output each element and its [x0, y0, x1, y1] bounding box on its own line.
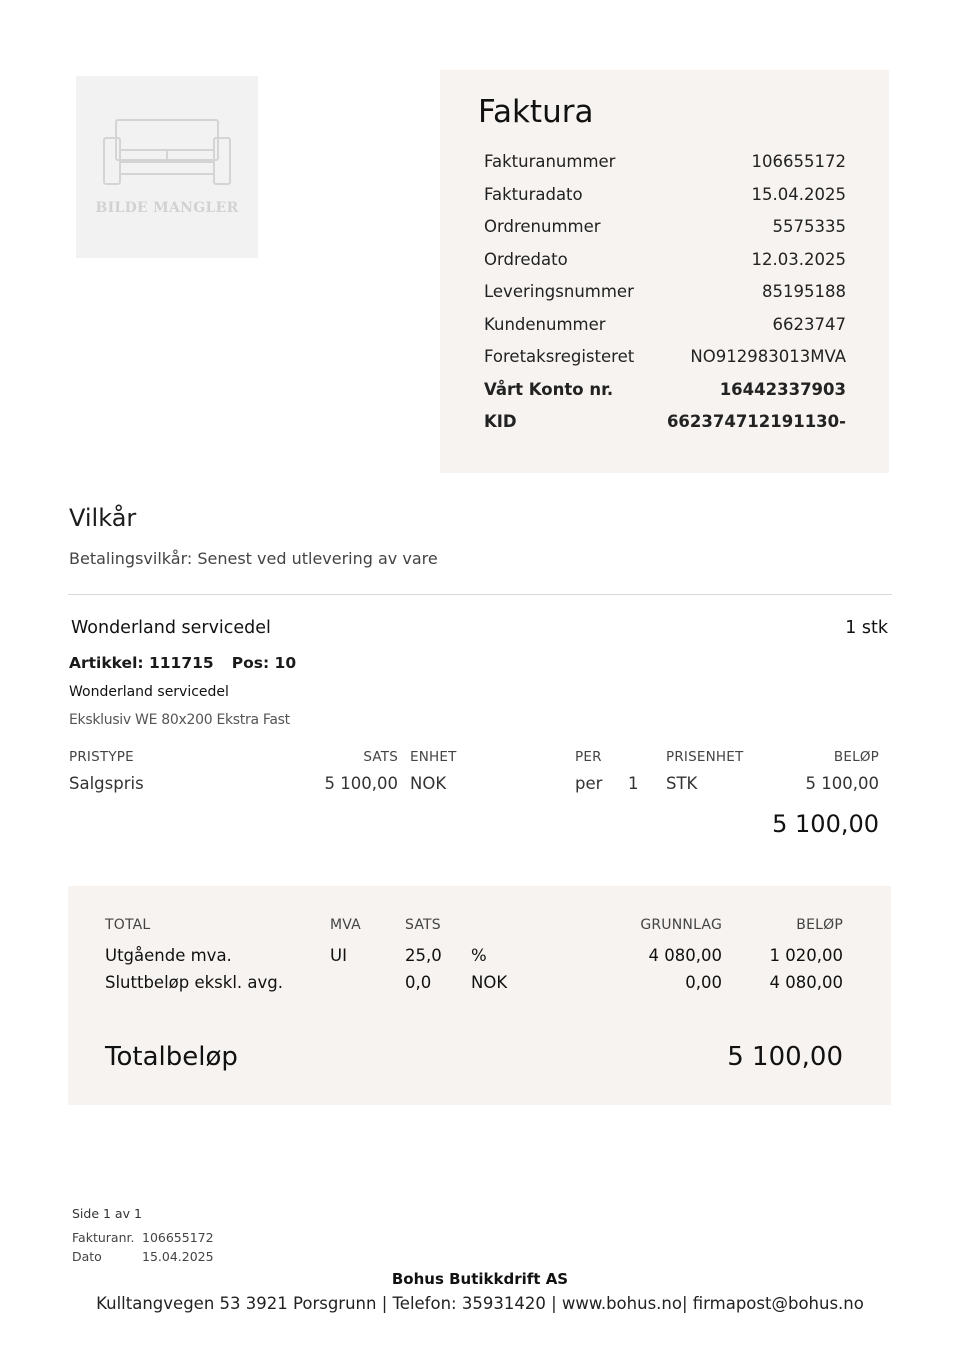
price-sats: 5 100,00 — [324, 774, 398, 793]
price-belop: 5 100,00 — [805, 774, 879, 793]
price-header-pristype: PRISTYPE — [69, 749, 134, 765]
info-value: 662374712191130- — [666, 412, 846, 431]
logo-placeholder — [76, 76, 258, 258]
info-value: 106655172 — [751, 152, 846, 171]
info-value: 12.03.2025 — [751, 250, 846, 269]
info-value: 16442337903 — [719, 380, 846, 399]
info-label: Foretaksregisteret — [484, 347, 635, 366]
invoice-title: Faktura — [478, 94, 594, 130]
item-article: Artikkel: 111715 — [69, 654, 214, 672]
info-row-ordredato — [484, 250, 846, 274]
info-row-ordrenummer — [484, 217, 846, 241]
footer-invoice-number — [72, 1230, 214, 1245]
totals-header-grunnlag: GRUNNLAG — [640, 917, 722, 933]
totals-header-total: TOTAL — [105, 917, 151, 933]
terms-title: Vilkår — [69, 504, 137, 532]
totals-row-sats: 25,0 — [405, 946, 442, 965]
footer-date — [72, 1249, 214, 1264]
totals-row-grunnlag: 4 080,00 — [648, 946, 722, 965]
totals-row-belop: 1 020,00 — [769, 946, 843, 965]
info-row-foretaksregisteret — [484, 347, 846, 371]
totals-row-unit: % — [471, 946, 487, 965]
totals-row-belop: 4 080,00 — [769, 973, 843, 992]
info-row-kundenummer — [484, 315, 846, 339]
divider — [68, 594, 892, 595]
info-value: 6623747 — [772, 315, 846, 334]
item-reference — [69, 654, 296, 672]
footer-invoice-value: 106655172 — [142, 1230, 214, 1245]
price-enhet: NOK — [410, 774, 447, 793]
totals-header-mva: MVA — [330, 917, 361, 933]
totals-row-label: Sluttbeløp ekskl. avg. — [105, 973, 284, 992]
sofa-icon — [102, 116, 232, 188]
price-header-sats: SATS — [363, 749, 398, 765]
info-label: KID — [484, 412, 517, 431]
info-row-kid — [484, 412, 846, 436]
footer-date-value: 15.04.2025 — [142, 1249, 214, 1264]
info-value: 5575335 — [772, 217, 846, 236]
item-position: Pos: 10 — [231, 654, 297, 672]
footer-invoice-label: Fakturanr. — [72, 1230, 135, 1245]
info-value: 15.04.2025 — [751, 185, 846, 204]
price-header-enhet: ENHET — [410, 749, 457, 765]
item-name: Wonderland servicedel — [71, 618, 271, 638]
footer-contact: Kulltangvegen 53 3921 Porsgrunn | Telefon: 35931420 | www.bohus.no| firmapost@bohus.no — [96, 1294, 864, 1313]
price-pristype: Salgspris — [69, 774, 144, 793]
info-label: Ordredato — [484, 250, 568, 269]
invoice-info-panel — [440, 70, 889, 473]
info-value: NO912983013MVA — [690, 347, 846, 366]
item-quantity: 1 stk — [845, 618, 888, 638]
info-label: Fakturadato — [484, 185, 583, 204]
footer-date-label: Dato — [72, 1249, 102, 1264]
price-header-prisenhet: PRISENHET — [666, 749, 744, 765]
info-label: Kundenummer — [484, 315, 606, 334]
price-header-per: PER — [575, 749, 602, 765]
terms-text: Betalingsvilkår: Senest ved utlevering av vare — [69, 549, 438, 568]
info-row-fakturadato — [484, 185, 846, 209]
logo-placeholder-text: BILDE MANGLER — [95, 200, 239, 216]
totals-row-mva: UI — [330, 946, 347, 965]
info-label: Fakturanummer — [484, 152, 616, 171]
totals-header-sats: SATS — [405, 917, 441, 933]
info-label: Vårt Konto nr. — [484, 380, 614, 399]
info-row-fakturanummer — [484, 152, 846, 176]
info-label: Leveringsnummer — [484, 282, 634, 301]
info-label: Ordrenummer — [484, 217, 601, 236]
totals-row-label: Utgående mva. — [105, 946, 232, 965]
price-per: per — [575, 774, 603, 793]
item-variant: Eksklusiv WE 80x200 Ekstra Fast — [69, 712, 290, 728]
totals-row-unit: NOK — [471, 973, 508, 992]
grand-total-label: Totalbeløp — [105, 1042, 238, 1072]
totals-row-grunnlag: 0,00 — [685, 973, 722, 992]
price-per-qty: 1 — [628, 774, 639, 793]
price-prisenhet: STK — [666, 774, 698, 793]
item-sum: 5 100,00 — [772, 810, 879, 838]
item-description: Wonderland servicedel — [69, 684, 229, 700]
page-indicator: Side 1 av 1 — [72, 1206, 142, 1221]
info-value: 85195188 — [762, 282, 846, 301]
totals-row-sats: 0,0 — [405, 973, 432, 992]
grand-total-value: 5 100,00 — [727, 1042, 843, 1072]
totals-header-belop: BELØP — [796, 917, 843, 933]
info-row-konto — [484, 380, 846, 404]
totals-panel — [68, 886, 891, 1105]
footer-company: Bohus Butikkdrift AS — [391, 1270, 569, 1288]
info-row-leveringsnummer — [484, 282, 846, 306]
price-header-belop: BELØP — [833, 749, 879, 765]
